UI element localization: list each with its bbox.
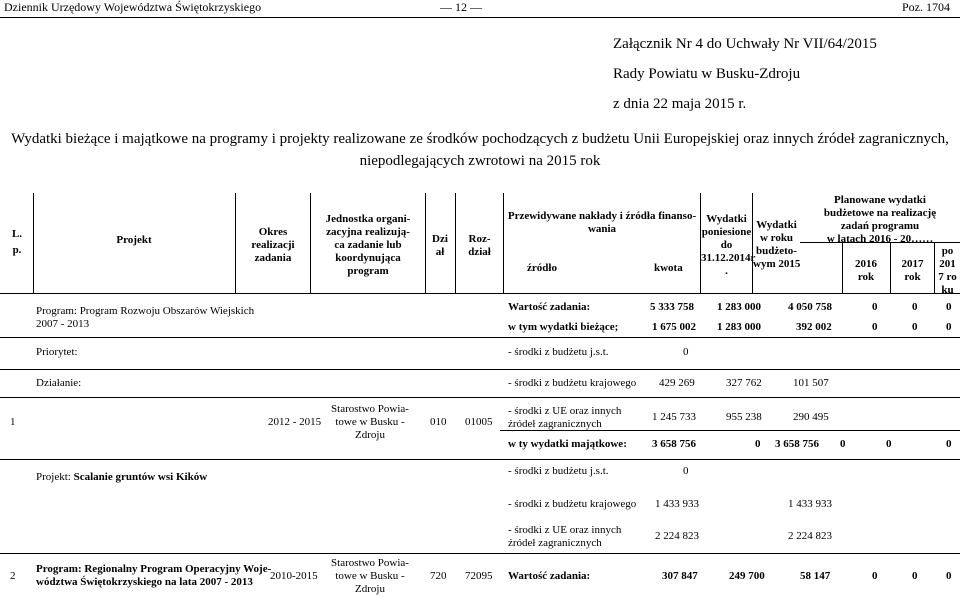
col-zrodlo-header: źródło bbox=[527, 262, 557, 274]
jst-2-label: - środki z budżetu j.s.t. bbox=[508, 465, 609, 477]
col-wroku-header: Wydatki w roku budżeto- wym 2015 bbox=[753, 219, 801, 270]
row-2-lp: 2 bbox=[10, 570, 16, 582]
ue-2-label: - środki z UE oraz innych źródeł zagranicznych bbox=[508, 524, 622, 549]
col-naklady-header: Przewidywane nakłady i źródła finanso- wania bbox=[507, 210, 697, 235]
col-po-header: po 201 7 ro ku bbox=[938, 245, 957, 296]
wartosc-poniesione: 1 283 000 bbox=[717, 301, 761, 313]
wartosc-po: 0 bbox=[946, 301, 952, 313]
wartosc-2-kwota: 307 847 bbox=[662, 570, 698, 582]
biezace-po: 0 bbox=[946, 321, 952, 333]
program-name: Program: Program Rozwoju Obszarów Wiejskich 2007 - 2013 bbox=[36, 305, 255, 330]
biezace-kwota: 1 675 002 bbox=[652, 321, 696, 333]
projekt-name: Projekt: Scalanie gruntów wsi Kików bbox=[36, 471, 208, 483]
krajowe-2-label: - środki z budżetu krajowego bbox=[508, 498, 637, 510]
majatkowe-po: 0 bbox=[946, 438, 952, 450]
row-1-jednostka: Starostwo Powia- towe w Busku - Zdroju bbox=[331, 403, 409, 441]
wartosc-2017: 0 bbox=[912, 301, 918, 313]
majatkowe-label: w ty wydatki majątkowe: bbox=[508, 438, 627, 450]
row-1-rozdzial: 01005 bbox=[465, 416, 493, 428]
ue-2-2015: 2 224 823 bbox=[788, 530, 832, 542]
biezace-2017: 0 bbox=[912, 321, 918, 333]
position-number: Poz. 1704 bbox=[902, 0, 950, 14]
journal-title: Dziennik Urzędowy Województwa Świętokrzyskiego bbox=[4, 0, 262, 14]
biezace-2016: 0 bbox=[872, 321, 878, 333]
col-lp-header: L. p. bbox=[11, 228, 23, 256]
priorytet-label: Priorytet: bbox=[36, 346, 78, 358]
attachment-line-3: z dnia 22 maja 2015 r. bbox=[613, 96, 747, 112]
dzialanie-label: Działanie: bbox=[36, 377, 82, 389]
col-rozdzial-header: Roz- dział bbox=[468, 233, 491, 258]
jst-kwota: 0 bbox=[683, 346, 689, 358]
biezace-2015: 392 002 bbox=[796, 321, 832, 333]
wartosc-2-2016: 0 bbox=[872, 570, 878, 582]
row-2-jednostka: Starostwo Powia- towe w Busku - Zdroju bbox=[331, 557, 409, 595]
ue-2-kwota: 2 224 823 bbox=[655, 530, 699, 542]
ue-poniesione: 955 238 bbox=[726, 411, 762, 423]
krajowe-2-kwota: 1 433 933 bbox=[655, 498, 699, 510]
document-title-line-2: niepodlegających zwrotowi na 2015 rok bbox=[359, 153, 601, 169]
ue-kwota: 1 245 733 bbox=[652, 411, 696, 423]
grid-line bbox=[503, 193, 504, 293]
col-2017-header: 2017 rok bbox=[901, 258, 924, 283]
row-2-okres: 2010-2015 bbox=[270, 570, 318, 582]
biezace-label: w tym wydatki bieżące; bbox=[508, 321, 619, 333]
row-rule bbox=[0, 397, 960, 398]
wartosc-2015: 4 050 758 bbox=[788, 301, 832, 313]
row-2-dzial: 720 bbox=[430, 570, 447, 582]
col-projekt-header: Projekt bbox=[116, 234, 152, 246]
jst-2-kwota: 0 bbox=[683, 465, 689, 477]
row-2-rozdzial: 72095 bbox=[465, 570, 493, 582]
wartosc-kwota: 5 333 758 bbox=[650, 301, 694, 313]
wartosc-2-label: Wartość zadania: bbox=[508, 570, 591, 582]
biezace-poniesione: 1 283 000 bbox=[717, 321, 761, 333]
header-bottom-rule bbox=[0, 293, 960, 294]
row-rule bbox=[0, 553, 960, 554]
wartosc-2-2017: 0 bbox=[912, 570, 918, 582]
row-1-lp: 1 bbox=[10, 416, 16, 428]
document-title-line-1: Wydatki bieżące i majątkowe na programy i projekty realizowane ze środków pochodzących z budżetu Unii Europejskiej oraz innych źródeł zagranicznych, bbox=[11, 131, 949, 147]
row-rule bbox=[0, 337, 960, 338]
majatkowe-kwota: 3 658 756 bbox=[652, 438, 696, 450]
ue-label: - środki z UE oraz innych źródeł zagranicznych bbox=[508, 405, 622, 430]
row-1-dzial: 010 bbox=[430, 416, 447, 428]
header-rule bbox=[0, 17, 960, 18]
row-rule bbox=[0, 459, 960, 460]
page-number: — 12 — bbox=[440, 0, 482, 14]
majatkowe-2016: 0 bbox=[840, 438, 846, 450]
jst-label: - środki z budżetu j.s.t. bbox=[508, 346, 609, 358]
ue-2015: 290 495 bbox=[793, 411, 829, 423]
krajowe-label: - środki z budżetu krajowego bbox=[508, 377, 637, 389]
krajowe-poniesione: 327 762 bbox=[726, 377, 762, 389]
wartosc-2-po: 0 bbox=[946, 570, 952, 582]
krajowe-kwota: 429 269 bbox=[659, 377, 695, 389]
wartosc-2-poniesione: 249 700 bbox=[729, 570, 765, 582]
attachment-line-1: Załącznik Nr 4 do Uchwały Nr VII/64/2015 bbox=[613, 36, 877, 52]
wartosc-zadania-label: Wartość zadania: bbox=[508, 301, 591, 313]
krajowe-2-2015: 1 433 933 bbox=[788, 498, 832, 510]
wartosc-2016: 0 bbox=[872, 301, 878, 313]
majatkowe-poniesione: 0 bbox=[755, 438, 761, 450]
majatkowe-2015: 3 658 756 bbox=[775, 438, 819, 450]
col-2016-header: 2016 rok bbox=[855, 258, 877, 283]
row-2-program: Program: Regionalny Program Operacyjny Woje- wództwa Świętokrzyskiego na lata 2007 - 2013 bbox=[36, 563, 272, 588]
col-kwota-header: kwota bbox=[654, 262, 683, 274]
krajowe-2015: 101 507 bbox=[793, 377, 829, 389]
col-dzial-header: Dzi ał bbox=[432, 233, 448, 258]
majatkowe-2017: 0 bbox=[886, 438, 892, 450]
row-rule bbox=[0, 369, 960, 370]
row-1-okres: 2012 - 2015 bbox=[268, 416, 322, 428]
col-okres-header: Okres realizacji zadania bbox=[251, 226, 295, 264]
attachment-line-2: Rady Powiatu w Busku-Zdroju bbox=[613, 66, 801, 82]
col-poniesione-header: Wydatki poniesione do 31.12.2014r . bbox=[701, 213, 756, 277]
col-planowane-header: Planowane wydatki budżetowe na realizację zadań programu w latach 2016 - 20…… bbox=[823, 194, 937, 245]
wartosc-2-2015: 58 147 bbox=[800, 570, 831, 582]
col-jednostka-header: Jednostka organi- zacyjna realizują- ca zadanie lub koordynująca program bbox=[325, 213, 411, 277]
